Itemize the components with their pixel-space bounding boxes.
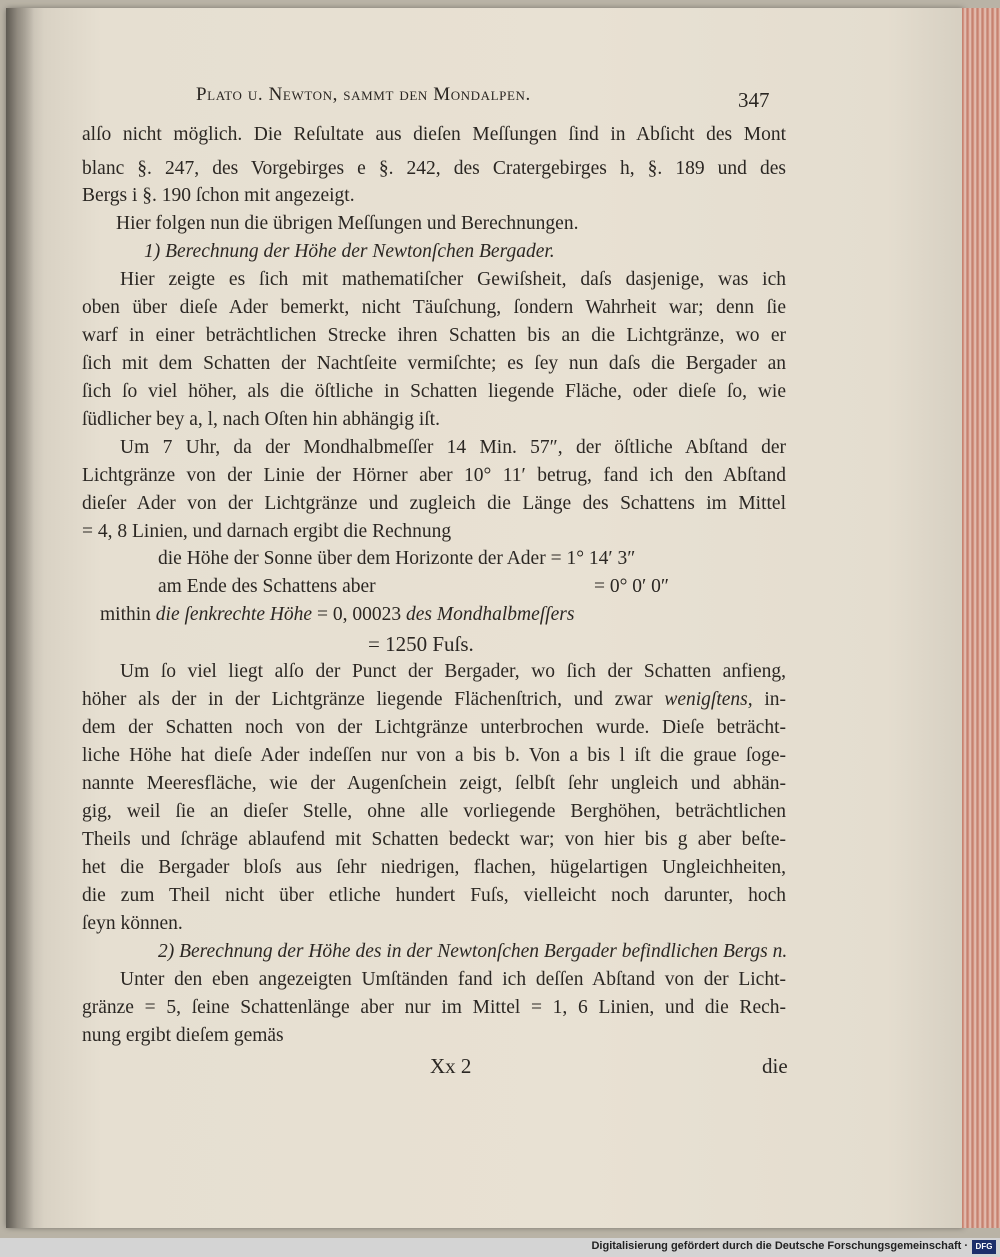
formula-line-2-label: am Ende des Schattens aber <box>158 576 376 597</box>
text-line: ſeyn können. <box>82 913 183 934</box>
text-line: Um 7 Uhr, da der Mondhalbmeſſer 14 Min. 57″, der öſtliche Abſtand der <box>120 437 786 458</box>
text-line: alſo nicht möglich. Die Reſultate aus dieſen Meſſungen ſind in Abſicht des Mont <box>82 124 786 145</box>
page-edges <box>962 8 1000 1228</box>
text-line: nannte Meeresfläche, wie der Augenſchein zeigt, ſelbſt ſehr ungleich und abhän- <box>82 773 786 794</box>
gutter-shadow <box>6 8 34 1228</box>
page-number: 347 <box>738 88 770 112</box>
text-line: die zum Theil nicht über etliche hundert Fuſs, vielleicht noch darunter, hoch <box>82 885 786 906</box>
text-line: Lichtgränze von der Linie der Hörner aber 10° 11′ betrug, fand ich den Abſtand <box>82 465 786 486</box>
section-heading-1: 1) Berechnung der Höhe der Newtonſchen Bergader. <box>144 241 555 262</box>
text-line: Hier zeigte es ſich mit mathematiſcher Gewiſsheit, daſs dasjenige, was ich <box>120 269 786 290</box>
formula-term-1: die ſenkrechte Höhe <box>155 604 313 625</box>
signature-mark: Xx 2 <box>430 1054 472 1078</box>
text-line: dieſer Ader von der Lichtgränze und zugleich die Länge des Schattens im Mittel <box>82 493 786 514</box>
text-line: ſich mit dem Schatten der Nachtſeite vermiſchte; es ſey nun daſs die Bergader an <box>82 353 786 374</box>
text-line: = 4, 8 Linien, und darnach ergibt die Rechnung <box>82 521 452 542</box>
running-title: Plato u. Newton, sammt den Mondalpen. <box>196 84 531 105</box>
text-line: Um ſo viel liegt alſo der Punct der Bergader, wo ſich der Schatten anfieng, <box>120 661 786 682</box>
catchword: die <box>762 1054 788 1078</box>
dfg-logo-icon: DFG <box>972 1240 996 1254</box>
text-line: dem der Schatten noch von der Lichtgränze unterbrochen wurde. Dieſe beträcht- <box>82 717 786 738</box>
text-line: warf in einer beträchtlichen Strecke ihren Schatten bis an die Lichtgränze, wo er <box>82 325 786 346</box>
text-fragment: höher als der in der Lichtgränze liegende Flächenſtrich, und zwar <box>82 689 653 710</box>
text-line: blanc §. 247, des Vorgebirges e §. 242, des Cratergebirges h, §. 189 und des <box>82 158 786 179</box>
text-line <box>82 689 786 711</box>
text-line: ſich ſo viel höher, als die öſtliche in Schatten liegende Fläche, oder dieſe ſo, wie <box>82 381 786 402</box>
text-line: Theils und ſchräge ablaufend mit Schatten bedeckt war; von hier bis g aber beſte- <box>82 829 786 850</box>
credit-bar <box>0 1238 1000 1257</box>
formula-line-3 <box>100 604 574 626</box>
text-fragment: in- <box>764 689 787 710</box>
formula-value: = 0, 00023 <box>316 604 402 625</box>
text-line: het die Bergader bloſs aus ſehr niedrigen, flachen, hügelartigen Ungleichheiten, <box>82 857 786 878</box>
text-line: liche Höhe hat dieſe Ader indeſſen nur von a bis b. Von a bis l iſt die graue ſoge- <box>82 745 786 766</box>
text-line: nung ergibt dieſem gemäs <box>82 1025 284 1046</box>
credit-text: Digitalisierung gefördert durch die Deutsche Forschungsgemeinschaft · <box>591 1240 968 1252</box>
text-line: Bergs i §. 190 ſchon mit angezeigt. <box>82 185 355 206</box>
text-line: oben über dieſe Ader bemerkt, nicht Täuſchung, ſondern Wahrheit war; denn ſie <box>82 297 786 318</box>
formula-line-2-value: = 0° 0′ 0″ <box>594 576 670 597</box>
text-line: ſüdlicher bey a, l, nach Oſten hin abhängig iſt. <box>82 409 440 430</box>
formula-mithin: mithin <box>100 604 151 625</box>
formula-line-1: die Höhe der Sonne über dem Horizonte der Ader = 1° 14′ 3″ <box>158 548 636 569</box>
text-line: gig, weil ſie an dieſer Stelle, ohne alle vorliegende Berghöhen, beträchtlichen <box>82 801 786 822</box>
formula-term-2: des Mondhalbmeſſers <box>405 604 575 625</box>
text-line: gränze = 5, ſeine Schattenlänge aber nur im Mittel = 1, 6 Linien, und die Rech- <box>82 997 786 1018</box>
text-line: Unter den eben angezeigten Umſtänden fand ich deſſen Abſtand von der Licht- <box>120 969 786 990</box>
text-line: Hier folgen nun die übrigen Meſſungen und Berechnungen. <box>116 213 579 234</box>
text-emphasis: wenigſtens, <box>664 689 753 710</box>
section-heading-2: 2) Berechnung der Höhe des in der Newtonſchen Bergader befindlichen Bergs n. <box>158 941 788 962</box>
formula-result: = 1250 Fuſs. <box>368 632 474 656</box>
